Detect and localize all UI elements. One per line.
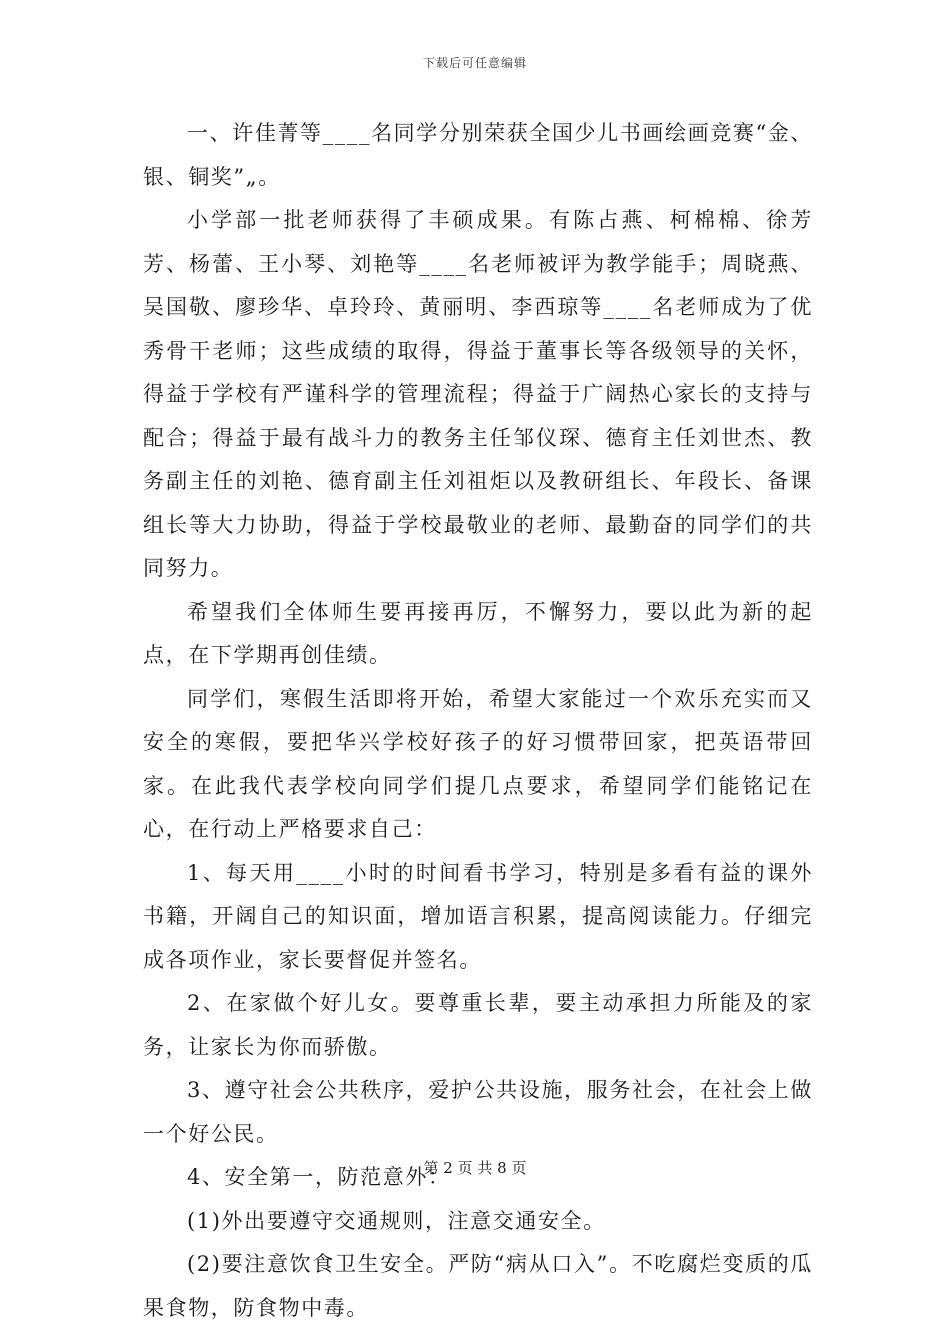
list-item-family: 2、在家做个好儿女。要尊重长辈，要主动承担力所能及的家务，让家长为你而骄傲。 [143, 991, 813, 1059]
list-item-society: 3、遵守社会公共秩序，爱护公共设施，服务社会，在社会上做一个好公民。 [143, 1078, 813, 1146]
paragraph-awards: 一、许佳菁等____名同学分别荣获全国少儿书画绘画竞赛“金、银、铜奖”„。 [143, 121, 813, 189]
sub-item-traffic: (1)外出要遵守交通规则，注意交通安全。 [187, 1208, 606, 1233]
paragraph-teacher-achievements: 小学部一批老师获得了丰硕成果。有陈占燕、柯棉棉、徐芳芳、杨蕾、王小琴、刘艳等____名老师被评为教学能手；周晓燕、吴国敬、廖珍华、卓玲玲、黄丽明、李西琼等____名老师成为了优秀骨干老师；这些成绩的取得，得益于董事长等各级领导的关怀，得益于学校有严谨科学的管理流程；得益于广阔热心家长的支持与配合；得益于最有战斗力的教务主任邹仪琛、德育主任刘世杰、教务副主任的刘艳、德育副主任刘祖炬以及教研组长、年段长、备课组长等大力协助，得益于学校最敬业的老师、最勤奋的同学们的共同努力。 [143, 208, 813, 580]
page-number-footer: 第 2 页 共 8 页 [423, 1159, 527, 1177]
list-item-safety: 4、安全第一，防范意外： [187, 1165, 451, 1189]
sub-item-food: (2)要注意饮食卫生安全。严防“病从口入”。不吃腐烂变质的瓜果食物，防食物中毒。 [143, 1252, 813, 1320]
paragraph-hope: 希望我们全体师生要再接再厉，不懈努力，要以此为新的起点，在下学期再创佳绩。 [143, 599, 813, 667]
list-item-study: 1、每天用____小时的时间看书学习，特别是多看有益的课外书籍，开阔自己的知识面，增加语言积累，提高阅读能力。仔细完成各项作业，家长要督促并签名。 [143, 860, 813, 972]
paragraph-winter-vacation: 同学们，寒假生活即将开始，希望大家能过一个欢乐充实而又安全的寒假，要把华兴学校好孩子的好习惯带回家，把英语带回家。在此我代表学校向同学们提几点要求，希望同学们能铭记在心，在行动上严格要求自己： [143, 686, 813, 841]
page-header: 下载后可任意编辑 [422, 56, 527, 70]
document-body [143, 112, 813, 1330]
